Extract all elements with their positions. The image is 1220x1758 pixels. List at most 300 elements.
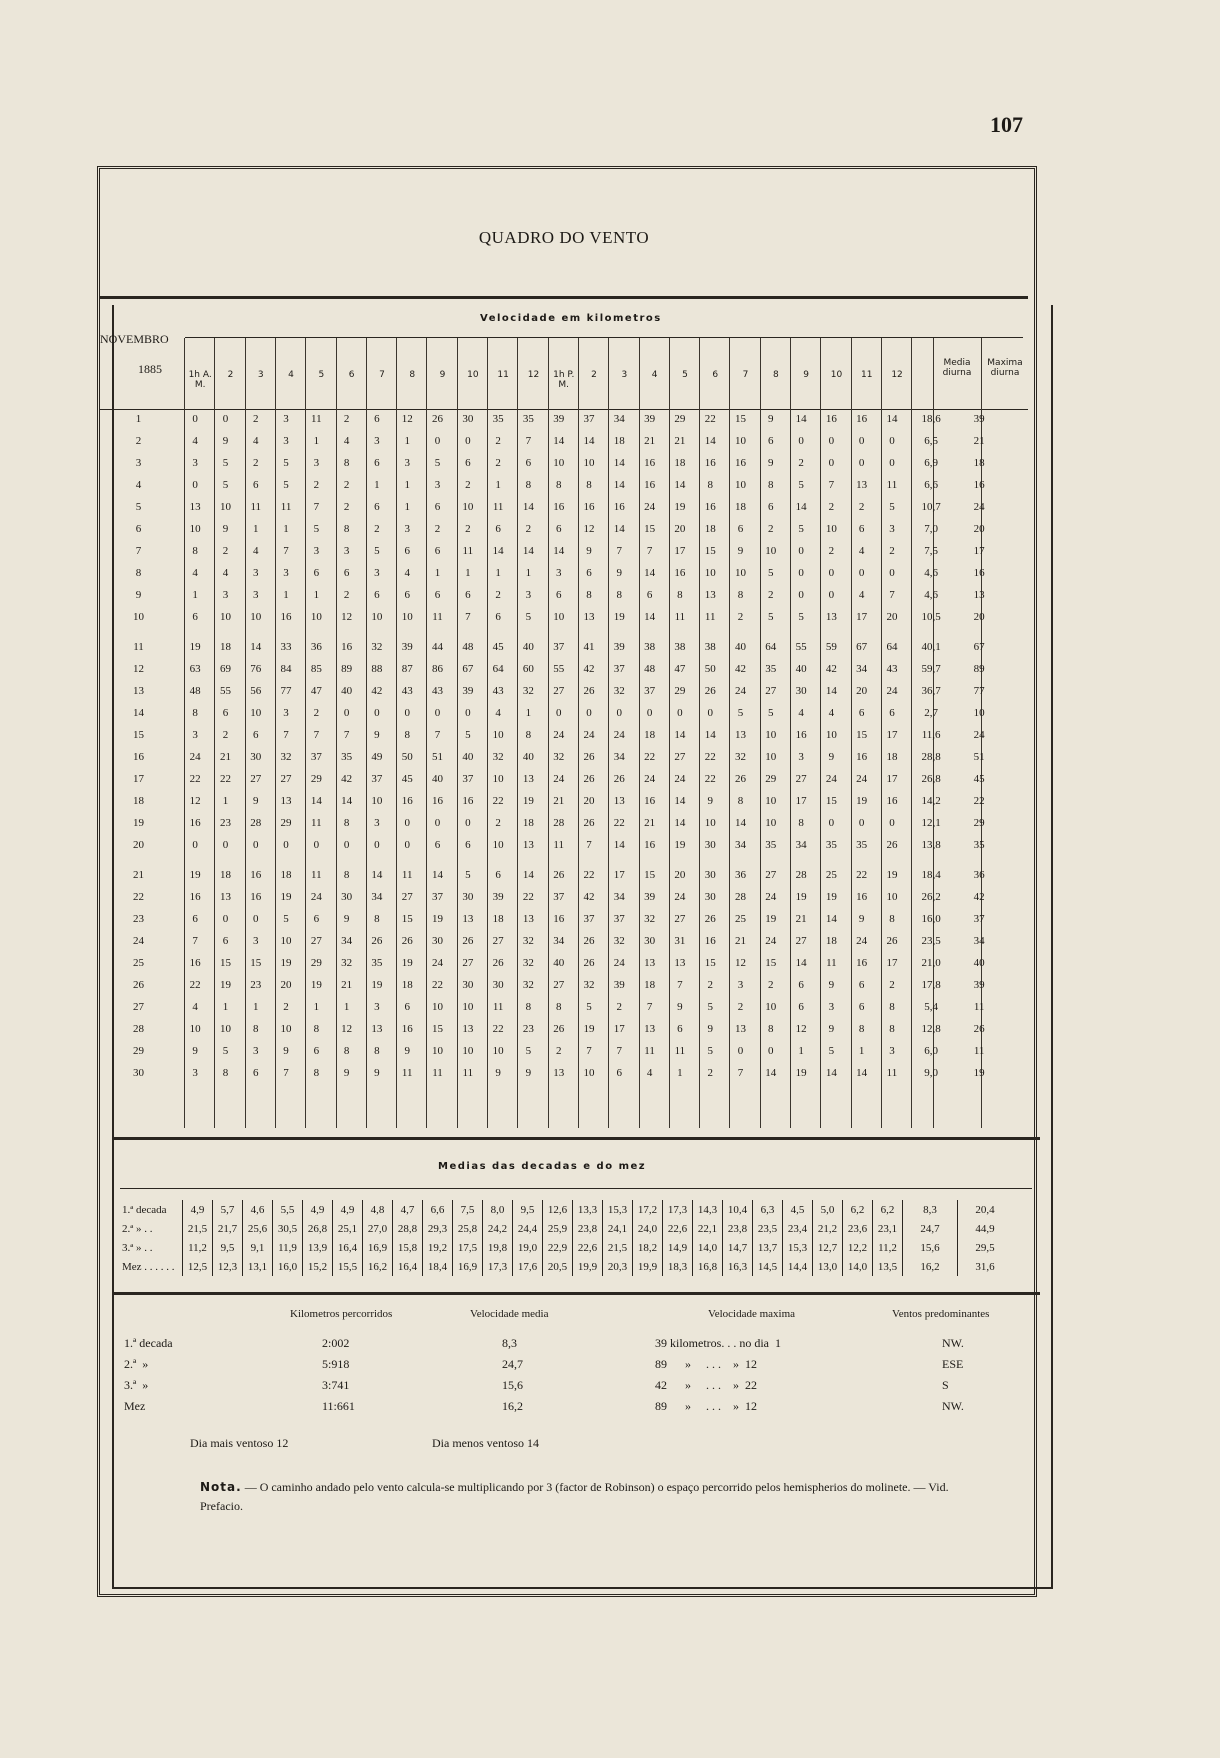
value-cell: 0	[313, 839, 320, 851]
hour-header: 6	[712, 370, 719, 380]
value-cell: 18	[219, 641, 231, 653]
maxima-cell: 40	[973, 957, 985, 969]
value-cell: 24	[856, 773, 868, 785]
value-cell: 1	[465, 567, 471, 579]
value-cell: 6	[252, 479, 259, 491]
value-cell: 16	[825, 413, 837, 425]
day-cell: 21	[133, 869, 144, 881]
value-cell: 10	[462, 1001, 474, 1013]
media-cell: 21,0	[921, 957, 941, 969]
decade-value: 5,0	[813, 1200, 843, 1219]
value-cell: 55	[219, 685, 231, 697]
value-cell: 0	[404, 817, 410, 829]
table-row	[97, 864, 1003, 886]
value-cell: 1	[798, 1045, 804, 1057]
value-cell: 27	[492, 935, 504, 947]
value-cell: 21	[644, 817, 656, 829]
value-cell: 6	[858, 1001, 865, 1013]
value-cell: 3	[828, 1001, 835, 1013]
value-cell: 11	[280, 501, 292, 513]
decade-value: 5,5	[273, 1200, 303, 1219]
value-cell: 8	[768, 479, 774, 491]
decade-value: 30,5	[273, 1219, 303, 1238]
value-cell: 37	[613, 913, 625, 925]
value-cell: 14	[583, 435, 595, 447]
value-cell: 84	[280, 663, 292, 675]
value-cell: 3	[283, 707, 289, 719]
value-cell: 0	[586, 707, 592, 719]
value-cell: 13	[553, 1067, 565, 1079]
decade-value: 4,9	[183, 1200, 213, 1219]
value-cell: 32	[371, 641, 383, 653]
value-cell: 24	[674, 891, 686, 903]
table-row	[97, 636, 1003, 658]
value-cell: 13	[522, 913, 534, 925]
value-cell: 18	[492, 913, 504, 925]
value-cell: 18	[674, 457, 686, 469]
value-cell: 30	[250, 751, 262, 763]
summary-vento: ESE	[942, 1357, 964, 1371]
value-cell: 38	[704, 641, 716, 653]
decade-value: 21,5	[183, 1219, 213, 1238]
value-cell: 32	[522, 685, 534, 697]
media-cell: 28,8	[921, 751, 941, 763]
value-cell: 16	[704, 935, 716, 947]
value-cell: 14	[825, 1067, 837, 1079]
value-cell: 37	[462, 773, 474, 785]
value-cell: 3	[737, 979, 744, 991]
table-row	[97, 812, 1003, 834]
month-label: NOVEMBRO	[100, 332, 169, 346]
value-cell: 3	[192, 457, 198, 469]
decade-value: 24,1	[603, 1219, 633, 1238]
value-cell: 7	[616, 545, 623, 557]
decade-maxima: 44,9	[975, 1222, 995, 1235]
value-cell: 24	[886, 685, 898, 697]
value-cell: 8	[798, 817, 804, 829]
decade-value: 4,9	[303, 1200, 333, 1219]
decade-value: 23,1	[873, 1219, 903, 1238]
value-cell: 3	[374, 1001, 380, 1013]
value-cell: 64	[886, 641, 898, 653]
value-cell: 2	[283, 1001, 289, 1013]
value-cell: 34	[341, 935, 353, 947]
value-cell: 14	[674, 817, 686, 829]
decade-value: 13,3	[573, 1200, 603, 1219]
value-cell: 4	[343, 435, 350, 447]
value-cell: 24	[583, 729, 595, 741]
value-cell: 24	[553, 773, 565, 785]
value-cell: 6	[798, 1001, 804, 1013]
value-cell: 0	[889, 567, 895, 579]
value-cell: 37	[553, 641, 565, 653]
value-cell: 1	[313, 435, 320, 447]
value-cell: 1	[404, 501, 410, 513]
value-cell: 64	[765, 641, 777, 653]
value-cell: 5	[222, 1045, 229, 1057]
decade-row	[120, 1257, 1012, 1276]
value-cell: 27	[401, 891, 413, 903]
value-cell: 42	[825, 663, 837, 675]
value-cell: 50	[401, 751, 413, 763]
value-cell: 0	[465, 435, 471, 447]
value-cell: 2	[555, 1045, 562, 1057]
value-cell: 56	[250, 685, 262, 697]
table-row	[97, 886, 1003, 908]
value-cell: 6	[313, 913, 320, 925]
decade-value: 29,3	[423, 1219, 453, 1238]
decade-value: 10,4	[723, 1200, 753, 1219]
value-cell: 18	[734, 501, 746, 513]
value-cell: 10	[280, 1023, 292, 1035]
value-cell: 34	[553, 935, 565, 947]
value-cell: 7	[313, 729, 320, 741]
value-cell: 14	[522, 545, 534, 557]
decade-label: 1.ª decada	[120, 1200, 183, 1219]
value-cell: 0	[828, 567, 835, 579]
value-cell: 3	[252, 1045, 259, 1057]
table-row	[97, 724, 1003, 746]
value-cell: 28	[553, 817, 565, 829]
value-cell: 34	[613, 891, 625, 903]
decade-row	[120, 1200, 1012, 1219]
value-cell: 10	[250, 611, 262, 623]
value-cell: 10	[432, 1001, 444, 1013]
summary-km: 2:002	[322, 1336, 350, 1350]
value-cell: 6	[404, 545, 410, 557]
value-cell: 43	[432, 685, 444, 697]
summary-header-max: Velocidade maxima	[708, 1308, 796, 1320]
value-cell: 10	[492, 773, 504, 785]
value-cell: 6	[768, 435, 774, 447]
value-cell: 3	[252, 589, 259, 601]
maxima-cell: 11	[973, 1001, 985, 1013]
note-text: — O caminho andado pelo vento calcula-se multiplicando por 3 (factor de Robinson) o espaço percorrido pelos hemispherios do molinete. — Vid. Prefacio.	[200, 1480, 949, 1513]
value-cell: 1	[283, 523, 289, 535]
decade-means-table	[120, 1200, 1012, 1276]
value-cell: 29	[280, 817, 292, 829]
value-cell: 10	[583, 1067, 595, 1079]
value-cell: 17	[613, 1023, 625, 1035]
table-row	[97, 746, 1003, 768]
summary-km: 5:918	[322, 1357, 350, 1371]
value-cell: 15	[432, 1023, 444, 1035]
table-row	[97, 452, 1003, 474]
value-cell: 30	[704, 869, 716, 881]
decade-value: 13,5	[873, 1257, 903, 1276]
value-cell: 10	[189, 1023, 201, 1035]
value-cell: 16	[886, 795, 898, 807]
value-cell: 87	[401, 663, 413, 675]
day-cell: 8	[135, 567, 142, 579]
value-cell: 0	[222, 839, 229, 851]
value-cell: 26	[583, 751, 595, 763]
value-cell: 16	[401, 795, 413, 807]
value-cell: 9	[343, 913, 350, 925]
value-cell: 0	[646, 707, 653, 719]
value-cell: 0	[677, 707, 683, 719]
hour-header: 1h P. M.	[553, 370, 575, 390]
table-row	[97, 680, 1003, 702]
maxima-cell: 37	[973, 913, 985, 925]
maxima-cell: 19	[973, 1067, 985, 1079]
decade-value: 19,2	[423, 1238, 453, 1257]
value-cell: 1	[252, 1001, 259, 1013]
table-row	[97, 908, 1003, 930]
decade-value: 14,7	[723, 1238, 753, 1257]
value-cell: 8	[889, 1023, 895, 1035]
value-cell: 25	[734, 913, 746, 925]
day-cell: 2	[135, 435, 142, 447]
media-cell: 13,8	[921, 839, 941, 851]
table-row	[97, 702, 1003, 724]
value-cell: 10	[371, 611, 383, 623]
maxima-cell: 35	[973, 839, 985, 851]
value-cell: 32	[492, 751, 504, 763]
value-cell: 8	[222, 1067, 229, 1079]
value-cell: 9	[707, 795, 713, 807]
value-cell: 39	[553, 413, 565, 425]
value-cell: 2	[828, 501, 835, 513]
decade-media: 24,7	[903, 1219, 958, 1238]
value-cell: 9	[768, 457, 774, 469]
media-cell: 26,2	[921, 891, 941, 903]
value-cell: 11	[250, 501, 262, 513]
value-cell: 6	[434, 545, 441, 557]
value-cell: 30	[432, 935, 444, 947]
value-cell: 16	[250, 869, 262, 881]
value-cell: 14	[734, 817, 746, 829]
value-cell: 18	[825, 935, 837, 947]
value-cell: 30	[492, 979, 504, 991]
value-cell: 4	[192, 435, 198, 447]
value-cell: 69	[219, 663, 231, 675]
value-cell: 8	[768, 1023, 774, 1035]
value-cell: 37	[371, 773, 383, 785]
value-cell: 32	[734, 751, 746, 763]
media-cell: 6,6	[924, 479, 938, 491]
value-cell: 2	[495, 589, 501, 601]
summary-max: 89 » . . . » 12	[655, 1357, 757, 1371]
media-cell: 9,0	[924, 1067, 938, 1079]
decade-value: 4,6	[243, 1200, 273, 1219]
value-cell: 0	[798, 545, 804, 557]
value-cell: 10	[765, 751, 777, 763]
decade-row	[120, 1238, 1012, 1257]
value-cell: 6	[404, 589, 410, 601]
value-cell: 27	[795, 935, 807, 947]
value-cell: 10	[734, 479, 746, 491]
decade-value: 19,9	[633, 1257, 663, 1276]
value-cell: 40	[734, 641, 746, 653]
day-cell: 7	[135, 545, 142, 557]
value-cell: 35	[856, 839, 868, 851]
decade-value: 14,0	[843, 1257, 873, 1276]
day-cell: 26	[133, 979, 144, 991]
decade-value: 16,9	[363, 1238, 393, 1257]
value-cell: 11	[462, 1067, 474, 1079]
maxima-cell: 34	[973, 935, 985, 947]
value-cell: 39	[613, 979, 625, 991]
day-cell: 23	[133, 913, 144, 925]
dia-menos: Dia menos ventoso 14	[432, 1436, 539, 1450]
value-cell: 3	[525, 589, 532, 601]
value-cell: 3	[283, 413, 289, 425]
value-cell: 2	[707, 979, 713, 991]
value-cell: 6	[222, 935, 229, 947]
value-cell: 9	[828, 751, 835, 763]
value-cell: 15	[704, 957, 716, 969]
value-cell: 8	[737, 795, 744, 807]
value-cell: 40	[795, 663, 807, 675]
decade-value: 21,2	[813, 1219, 843, 1238]
value-cell: 4	[404, 567, 410, 579]
value-cell: 37	[432, 891, 444, 903]
value-cell: 8	[374, 1045, 380, 1057]
value-cell: 9	[192, 1045, 198, 1057]
value-cell: 2	[343, 501, 350, 513]
value-cell: 9	[374, 1067, 380, 1079]
value-cell: 5	[222, 457, 229, 469]
value-cell: 15	[401, 913, 413, 925]
decade-value: 24,2	[483, 1219, 513, 1238]
value-cell: 14	[341, 795, 353, 807]
value-cell: 8	[677, 589, 683, 601]
value-cell: 0	[192, 479, 198, 491]
day-cell: 16	[133, 751, 144, 763]
hour-header: 1h A. M.	[188, 370, 212, 390]
value-cell: 21	[219, 751, 231, 763]
value-cell: 16	[583, 501, 595, 513]
summary-max: 39 kilometros. . . no dia 1	[655, 1336, 781, 1350]
summary-header-media: Velocidade media	[470, 1308, 549, 1320]
value-cell: 3	[192, 1067, 198, 1079]
decade-value: 15,3	[783, 1238, 813, 1257]
value-cell: 7	[434, 729, 441, 741]
media-cell: 16,0	[921, 913, 941, 925]
value-cell: 5	[768, 567, 774, 579]
summary-header-km: Kilometros percorridos	[290, 1308, 393, 1320]
value-cell: 7	[313, 501, 320, 513]
hour-header: 11	[861, 370, 873, 380]
decade-value: 27,0	[363, 1219, 393, 1238]
hour-header: 2	[227, 370, 234, 380]
value-cell: 19	[765, 913, 777, 925]
maxima-cell: 89	[973, 663, 985, 675]
day-cell: 19	[133, 817, 144, 829]
decade-value: 5,7	[213, 1200, 243, 1219]
value-cell: 8	[404, 729, 410, 741]
value-cell: 10	[553, 457, 565, 469]
value-cell: 42	[371, 685, 383, 697]
hour-header: 10	[830, 370, 843, 380]
value-cell: 47	[310, 685, 322, 697]
decade-value: 17,2	[633, 1200, 663, 1219]
value-cell: 6	[525, 457, 532, 469]
value-cell: 22	[613, 817, 625, 829]
value-cell: 26	[492, 957, 504, 969]
value-cell: 9	[858, 913, 865, 925]
value-cell: 30	[704, 839, 716, 851]
value-cell: 35	[765, 663, 777, 675]
hour-header: 4	[288, 370, 294, 380]
value-cell: 14	[553, 435, 565, 447]
value-cell: 14	[765, 1067, 777, 1079]
value-cell: 55	[553, 663, 565, 675]
decade-value: 4,5	[783, 1200, 813, 1219]
decade-value: 23,5	[753, 1219, 783, 1238]
decade-rule-top	[120, 1188, 1032, 1189]
value-cell: 1	[283, 589, 289, 601]
value-cell: 4	[192, 1001, 198, 1013]
value-cell: 0	[798, 589, 804, 601]
value-cell: 30	[644, 935, 656, 947]
decade-value: 22,6	[573, 1238, 603, 1257]
value-cell: 3	[252, 567, 259, 579]
value-cell: 17	[886, 957, 898, 969]
value-cell: 32	[613, 685, 625, 697]
decade-value: 22,6	[663, 1219, 693, 1238]
value-cell: 0	[798, 567, 804, 579]
value-cell: 8	[525, 729, 532, 741]
decade-value: 15,5	[333, 1257, 363, 1276]
value-cell: 0	[889, 457, 895, 469]
value-cell: 16	[401, 1023, 413, 1035]
dia-mais: Dia mais ventoso 12	[190, 1436, 289, 1450]
value-cell: 55	[795, 641, 807, 653]
value-cell: 6	[555, 523, 562, 535]
value-cell: 16	[553, 501, 565, 513]
value-cell: 2	[889, 545, 895, 557]
value-cell: 16	[704, 501, 716, 513]
value-cell: 20	[280, 979, 292, 991]
value-cell: 0	[858, 435, 865, 447]
value-cell: 22	[856, 869, 868, 881]
value-cell: 8	[252, 1023, 259, 1035]
value-cell: 26	[583, 817, 595, 829]
value-cell: 5	[374, 545, 380, 557]
value-cell: 2	[252, 413, 259, 425]
value-cell: 32	[341, 957, 353, 969]
media-cell: 5,4	[924, 1001, 938, 1013]
decade-value: 15,2	[303, 1257, 333, 1276]
decade-maxima: 31,6	[975, 1260, 995, 1273]
value-cell: 1	[222, 795, 229, 807]
value-cell: 13	[522, 773, 534, 785]
table-row	[97, 996, 1003, 1018]
value-cell: 10	[189, 523, 201, 535]
value-cell: 5	[798, 479, 804, 491]
value-cell: 7	[283, 545, 289, 557]
media-cell: 18,6	[921, 413, 941, 425]
value-cell: 35	[765, 839, 777, 851]
value-cell: 3	[283, 435, 289, 447]
value-cell: 0	[707, 707, 713, 719]
value-cell: 4	[828, 707, 835, 719]
value-cell: 11	[432, 1067, 443, 1079]
day-cell: 25	[133, 957, 144, 969]
value-cell: 27	[310, 935, 322, 947]
value-cell: 8	[313, 1067, 320, 1079]
value-cell: 14	[371, 869, 383, 881]
value-cell: 23	[219, 817, 231, 829]
value-cell: 14	[795, 501, 807, 513]
value-cell: 5	[222, 479, 229, 491]
value-cell: 3	[374, 567, 380, 579]
value-cell: 2	[222, 729, 229, 741]
value-cell: 9	[586, 545, 592, 557]
value-cell: 11	[401, 869, 413, 881]
